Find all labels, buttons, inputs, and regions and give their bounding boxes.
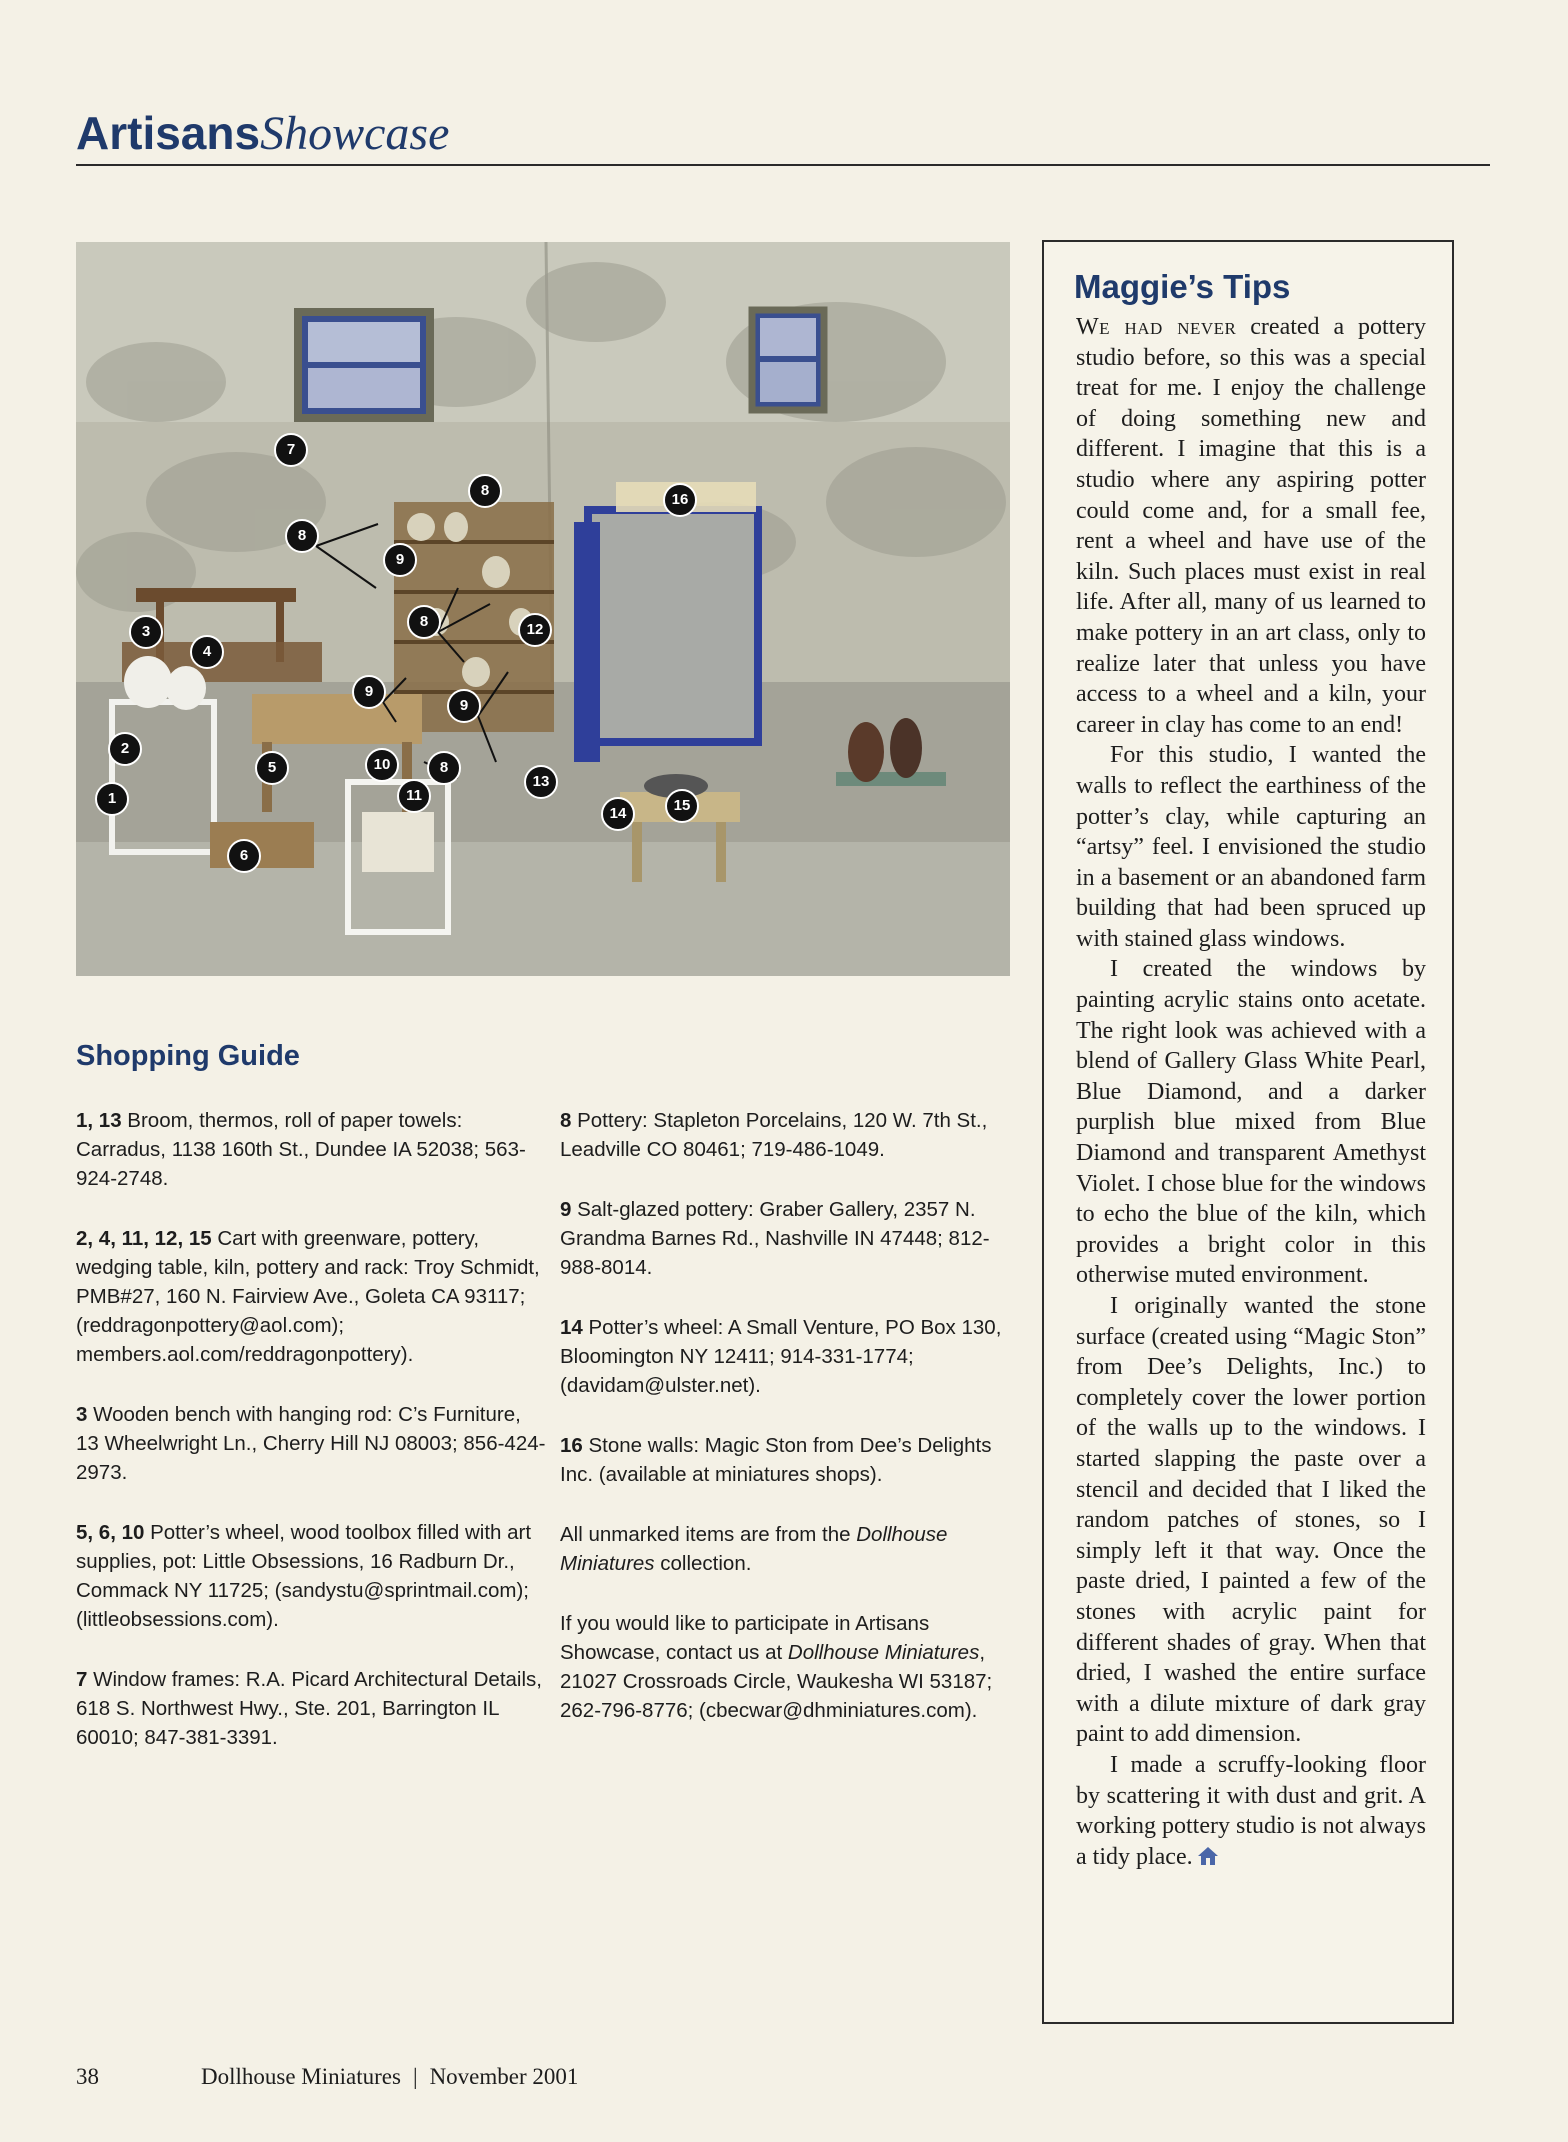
magazine-name: Dollhouse Miniatures bbox=[787, 1641, 980, 1664]
header-rule bbox=[76, 164, 1490, 166]
photo-marker-2: 2 bbox=[108, 732, 142, 766]
shopping-column-left bbox=[76, 1106, 546, 1783]
photo-marker-14: 14 bbox=[601, 797, 635, 831]
shopping-column-right bbox=[560, 1106, 1030, 1756]
entry-text: Salt-glazed pottery: Graber Gallery, 2357 N. Grandma Barnes Rd., Nashville IN 47448; 812-988-8014. bbox=[560, 1198, 990, 1279]
page-number: 38 bbox=[76, 2064, 99, 2089]
footer-separator: | bbox=[412, 2064, 418, 2089]
tips-title: Maggie’s Tips bbox=[1074, 268, 1291, 305]
shopping-entry bbox=[560, 1195, 1030, 1282]
photo-marker-8: 8 bbox=[427, 751, 461, 785]
entry-text: Broom, thermos, roll of paper towels: Carradus, 1138 160th St., Dundee IA 52038; 563-924-2748. bbox=[76, 1109, 526, 1190]
entry-text: Window frames: R.A. Picard Architectural Details, 618 S. Northwest Hwy., Ste. 201, Barrington IL 60010; 847-381-3391. bbox=[76, 1668, 542, 1749]
entry-numbers: 2, 4, 11, 12, 15 bbox=[76, 1227, 212, 1250]
tips-paragraph: For this studio, I wanted the walls to reflect the earthiness of the potter’s clay, while capturing an “artsy” feel. I envisioned the studio in a basement or an abandoned farm building that had been spruced up with stained glass windows. bbox=[1076, 742, 1426, 952]
unmarked-text: All unmarked items are from the bbox=[560, 1523, 857, 1546]
photo-marker-9: 9 bbox=[383, 543, 417, 577]
section-header bbox=[76, 106, 449, 161]
shopping-guide-title: Shopping Guide bbox=[76, 1040, 300, 1072]
shopping-entry bbox=[76, 1224, 546, 1369]
contact-text-end: , 21027 Crossroads Circle, Waukesha WI 53187; 262-796-8776; (cbecwar@dhminiatures.com). bbox=[560, 1641, 993, 1722]
entry-numbers: 7 bbox=[76, 1668, 88, 1691]
entry-text: Cart with greenware, pottery, wedging table, kiln, pottery and rack: Troy Schmidt, PMB#27, 160 N. Fairview Ave., Goleta CA 93117; (reddragonpottery@aol.com); members.aol.com/reddragonpottery). bbox=[76, 1227, 540, 1366]
shopping-entry bbox=[560, 1431, 1030, 1489]
photo-marker-16: 16 bbox=[663, 483, 697, 517]
entry-numbers: 5, 6, 10 bbox=[76, 1521, 145, 1544]
footer-magazine: Dollhouse Miniatures bbox=[201, 2064, 401, 2089]
entry-numbers: 3 bbox=[76, 1403, 88, 1426]
photo-marker-15: 15 bbox=[665, 789, 699, 823]
entry-text: Potter’s wheel: A Small Venture, PO Box 130, Bloomington NY 12411; 914-331-1774; (davidam@ulster.net). bbox=[560, 1316, 1002, 1397]
tips-paragraph: I created the windows by painting acrylic stains onto acetate. The right look was achieved with a blend of Gallery Glass White Pearl, Blue Diamond, and a darker purplish blue mixed from Blue Diamond and transparent Amethyst Violet. I chose blue for the windows to echo the blue of the kiln, which provides a bright color in this otherwise muted environment. bbox=[1076, 956, 1426, 1289]
entry-numbers: 8 bbox=[560, 1109, 572, 1132]
shopping-entry bbox=[76, 1665, 546, 1752]
photo-marker-6: 6 bbox=[227, 839, 261, 873]
tips-paragraph-text: created a pottery studio before, so this was a special treat for me. I enjoy the challenge of doing something new and different. I imagine that this is a studio where any aspiring potter could come and, for a small fee, rent a wheel and have use of the kiln. Such places must exist in real life. After all, many of us learned to make pottery in an art class, only to realize later that unless you have access to a wheel and a kiln, your career in clay has come to an end! bbox=[1076, 314, 1426, 738]
tips-paragraph bbox=[1076, 312, 1426, 740]
entry-numbers: 1, 13 bbox=[76, 1109, 122, 1132]
shopping-entry bbox=[76, 1106, 546, 1193]
pottery-studio-photo bbox=[76, 242, 1010, 976]
footer-date: November 2001 bbox=[429, 2064, 579, 2089]
entry-text: Potter’s wheel, wood toolbox filled with art supplies, pot: Little Obsessions, 16 Radburn Dr., Commack NY 11725; (sandystu@sprintmail.com); (littleobsessions.com). bbox=[76, 1521, 532, 1631]
shopping-entry bbox=[560, 1313, 1030, 1400]
photo-marker-9: 9 bbox=[447, 689, 481, 723]
photo-marker-8: 8 bbox=[285, 519, 319, 553]
photo-marker-3: 3 bbox=[129, 615, 163, 649]
tips-lead-caps: We had never bbox=[1076, 314, 1237, 340]
shopping-entry bbox=[76, 1400, 546, 1487]
photo-marker-7: 7 bbox=[274, 433, 308, 467]
photo-marker-10: 10 bbox=[365, 748, 399, 782]
contact-text: If you would like to participate in Artisans Showcase, contact us at bbox=[560, 1612, 930, 1664]
entry-text: Stone walls: Magic Ston from Dee’s Delights Inc. (available at miniatures shops). bbox=[560, 1434, 992, 1486]
tips-paragraph: I originally wanted the stone surface (created using “Magic Ston” from Dee’s Delights, Inc.) to completely cover the lower portion of the walls up to the windows. I started slapping the paste over a stencil and decided that I liked the random patches of stones, so I simply left it that way. Once the paste dried, I painted a few of the stones with acrylic paint for different shades of gray. When that dried, I washed the entire surface with a dilute mixture of dark gray paint to add dimension. bbox=[1076, 1293, 1426, 1748]
photo-marker-1: 1 bbox=[95, 782, 129, 816]
photo-marker-5: 5 bbox=[255, 751, 289, 785]
page-footer bbox=[76, 2064, 578, 2090]
magazine-name: Dollhouse Miniatures bbox=[560, 1523, 948, 1575]
shopping-entries-right bbox=[560, 1106, 1030, 1489]
tips-paragraph bbox=[1076, 1750, 1426, 1872]
contact-note bbox=[560, 1609, 1030, 1725]
photo-marker-12: 12 bbox=[518, 613, 552, 647]
photo-marker-9: 9 bbox=[352, 675, 386, 709]
entry-numbers: 14 bbox=[560, 1316, 583, 1339]
tips-body bbox=[1076, 312, 1426, 1872]
tips-paragraph-text: I made a scruffy-looking floor by scattering it with dust and grit. A working pottery studio is not always a tidy place. bbox=[1076, 1751, 1426, 1870]
entry-text: Pottery: Stapleton Porcelains, 120 W. 7th St., Leadville CO 80461; 719-486-1049. bbox=[560, 1109, 988, 1161]
photo-scene bbox=[76, 242, 1010, 976]
shopping-entry bbox=[560, 1106, 1030, 1164]
entry-numbers: 9 bbox=[560, 1198, 572, 1221]
photo-marker-11: 11 bbox=[397, 779, 431, 813]
photo-marker-8: 8 bbox=[407, 605, 441, 639]
maggies-tips-box bbox=[1042, 240, 1454, 2024]
entry-text: Wooden bench with hanging rod: C’s Furniture, 13 Wheelwright Ln., Cherry Hill NJ 08003; 856-424-2973. bbox=[76, 1403, 546, 1484]
header-showcase: Showcase bbox=[260, 107, 450, 160]
photo-marker-13: 13 bbox=[524, 765, 558, 799]
photo-marker-4: 4 bbox=[190, 635, 224, 669]
house-icon bbox=[1197, 1846, 1219, 1866]
header-artisans: Artisans bbox=[76, 107, 261, 159]
unmarked-text-end: collection. bbox=[654, 1552, 752, 1575]
unmarked-note bbox=[560, 1520, 1030, 1578]
photo-marker-8: 8 bbox=[468, 474, 502, 508]
shopping-entry bbox=[76, 1518, 546, 1634]
entry-numbers: 16 bbox=[560, 1434, 583, 1457]
